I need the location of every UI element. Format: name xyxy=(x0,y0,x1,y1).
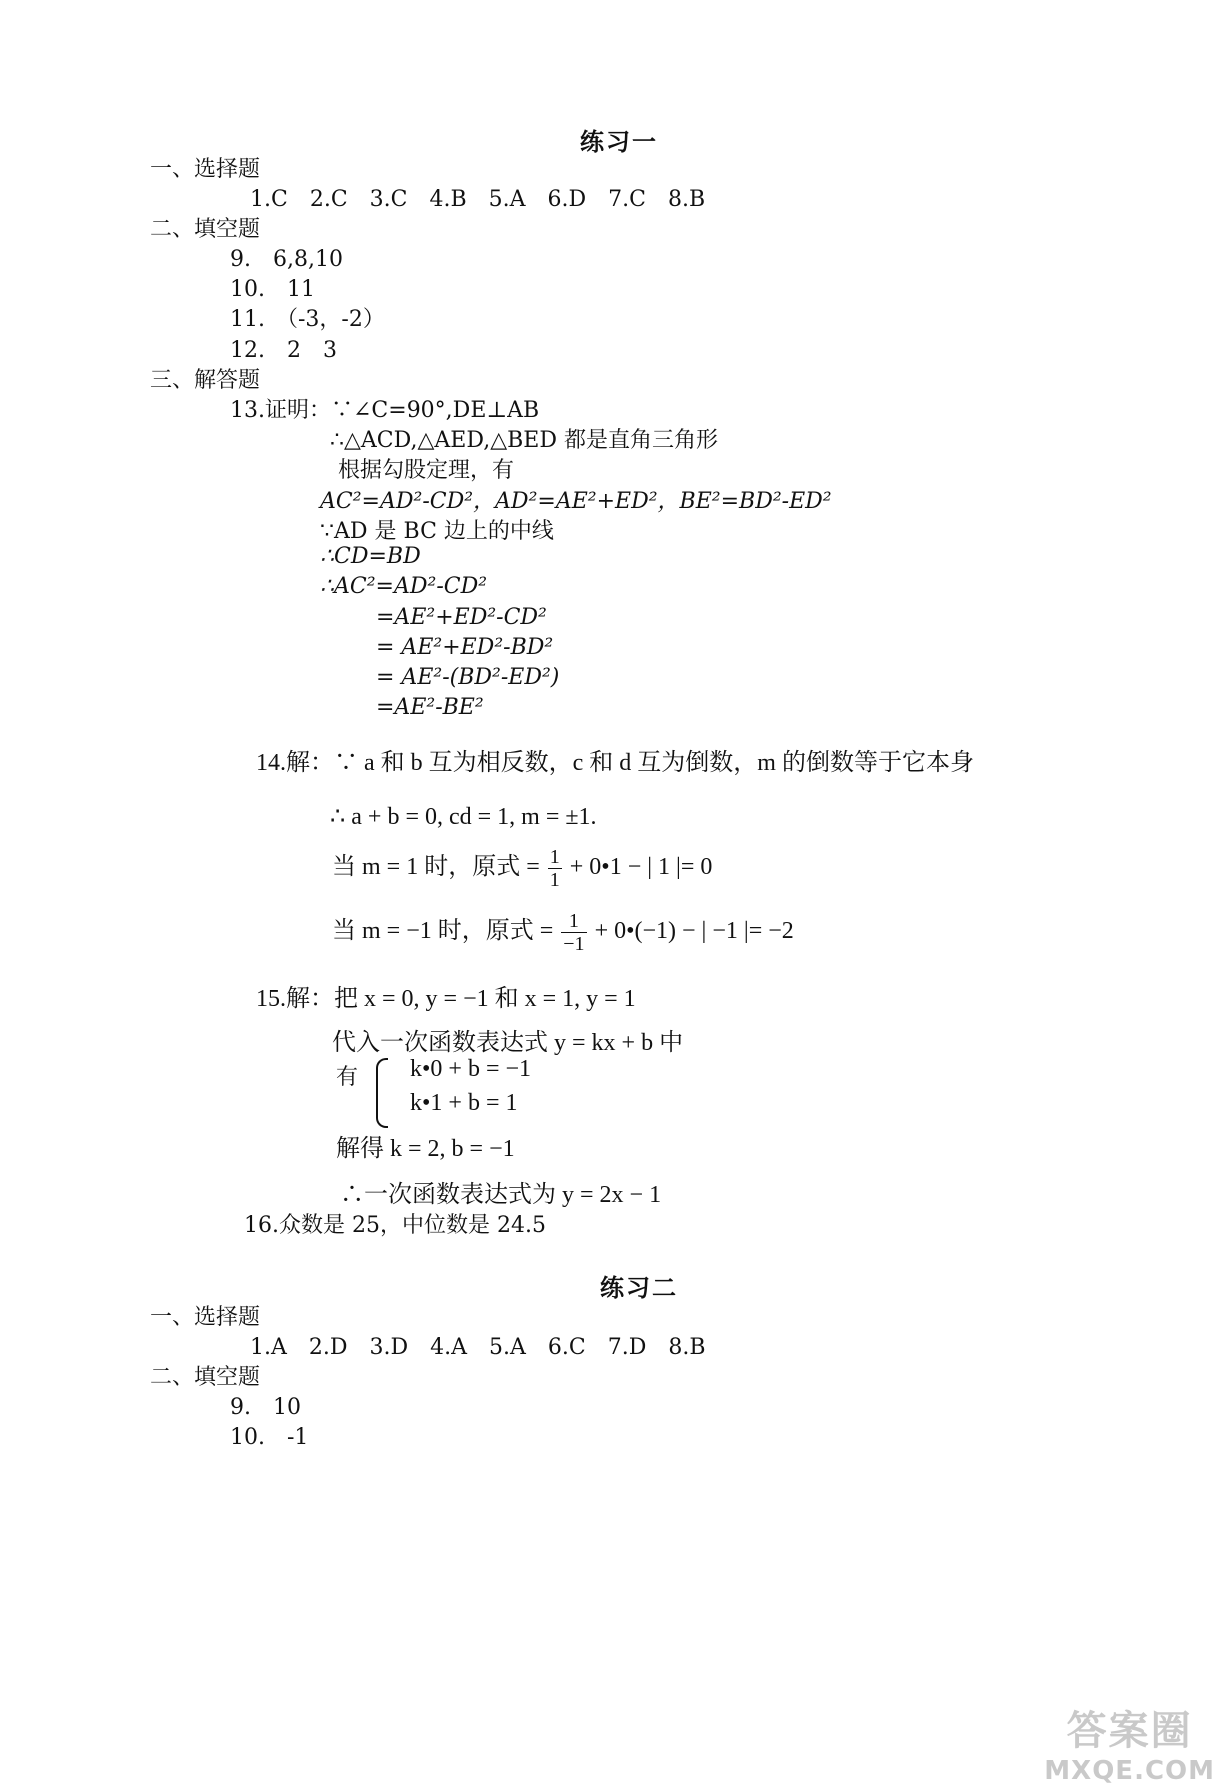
q14-line-3-prefix: 当 m = 1 时，原式 = xyxy=(332,854,540,881)
fill-answer-10-ex2: 10. -1 xyxy=(230,1425,309,1450)
watermark-text: 答案圈 xyxy=(1066,1708,1193,1754)
q14-line-3-fraction xyxy=(548,846,562,891)
q15-line-1: 15.解：把 x = 0, y = −1 和 x = 1, y = 1 xyxy=(256,986,636,1012)
section-solve-heading: 三、解答题 xyxy=(150,368,261,393)
watermark-url: MXQE.COM xyxy=(1044,1756,1215,1786)
fill-answer-11: 11. （-3，-2） xyxy=(230,307,385,332)
q14-line-2: ∴ a + b = 0, cd = 1, m = ±1. xyxy=(330,804,597,830)
q14-line-4-prefix: 当 m = −1 时，原式 = xyxy=(332,918,554,945)
exercise-1-title: 练习一 xyxy=(580,127,658,156)
q14-line-4-suffix: + 0•(−1) − | −1 |= −2 xyxy=(594,918,794,945)
fraction-denominator: 1 xyxy=(549,869,560,891)
section-fill-heading-2: 二、填空题 xyxy=(150,1365,261,1390)
fill-answer-10: 10. 11 xyxy=(230,277,315,302)
q14-line-4-fraction xyxy=(561,910,586,955)
q16-answer: 16.众数是 25，中位数是 24.5 xyxy=(244,1213,546,1238)
choice-answers-2: 1.A 2.D 3.D 4.A 5.A 6.C 7.D 8.B xyxy=(250,1335,706,1360)
fraction-numerator: 1 xyxy=(561,910,586,933)
q13-line-8: =AE²+ED²-CD² xyxy=(376,605,547,630)
q13-line-2: ∴△ACD,△AED,△BED 都是直角三角形 xyxy=(330,428,718,453)
q13-line-5: ∵AD 是 BC 边上的中线 xyxy=(320,519,554,544)
fill-answer-12: 12. 2 3 xyxy=(230,338,337,363)
fraction-numerator: 1 xyxy=(549,846,560,868)
q13-line-9: = AE²+ED²-BD² xyxy=(376,635,554,660)
q15-line-5: ∴一次函数表达式为 y = 2x − 1 xyxy=(340,1182,662,1208)
q13-line-10: = AE²-(BD²-ED²) xyxy=(376,665,560,690)
q13-line-3: 根据勾股定理，有 xyxy=(338,458,515,483)
q13-line-7: ∴AC²=AD²-CD² xyxy=(320,574,488,599)
q14-line-4 xyxy=(332,910,794,955)
section-fill-heading: 二、填空题 xyxy=(150,217,261,242)
q13-line-11: =AE²-BE² xyxy=(376,695,484,720)
q15-equation-2: k•1 + b = 1 xyxy=(410,1090,518,1116)
q15-system-label: 有 xyxy=(336,1065,359,1090)
q15-line-2: 代入一次函数表达式 y = kx + b 中 xyxy=(332,1030,684,1056)
section-choice-heading-2: 一、选择题 xyxy=(150,1305,261,1330)
fraction-denominator: −1 xyxy=(563,933,585,955)
watermark-logo xyxy=(1044,1699,1215,1786)
q14-line-3 xyxy=(332,846,712,891)
q15-line-4: 解得 k = 2, b = −1 xyxy=(336,1136,515,1162)
q14-line-1: 14.解：∵ a 和 b 互为相反数，c 和 d 互为倒数，m 的倒数等于它本身 xyxy=(256,750,974,776)
equation-brace xyxy=(376,1058,388,1128)
q13-line-1: 13.证明：∵∠C=90°,DE⊥AB xyxy=(230,398,540,423)
section-choice-heading: 一、选择题 xyxy=(150,157,261,182)
fill-answer-9-ex2: 9. 10 xyxy=(230,1395,301,1420)
q13-line-6: ∴CD=BD xyxy=(320,544,421,569)
exercise-2-title: 练习二 xyxy=(600,1273,678,1302)
fill-answer-9: 9. 6,8,10 xyxy=(230,247,343,272)
q13-line-4: AC²=AD²-CD²，AD²=AE²+ED²，BE²=BD²-ED² xyxy=(320,489,832,514)
q14-line-3-suffix: + 0•1 − | 1 |= 0 xyxy=(569,854,713,881)
choice-answers: 1.C 2.C 3.C 4.B 5.A 6.D 7.C 8.B xyxy=(250,187,706,212)
q15-equation-1: k•0 + b = −1 xyxy=(410,1056,532,1082)
